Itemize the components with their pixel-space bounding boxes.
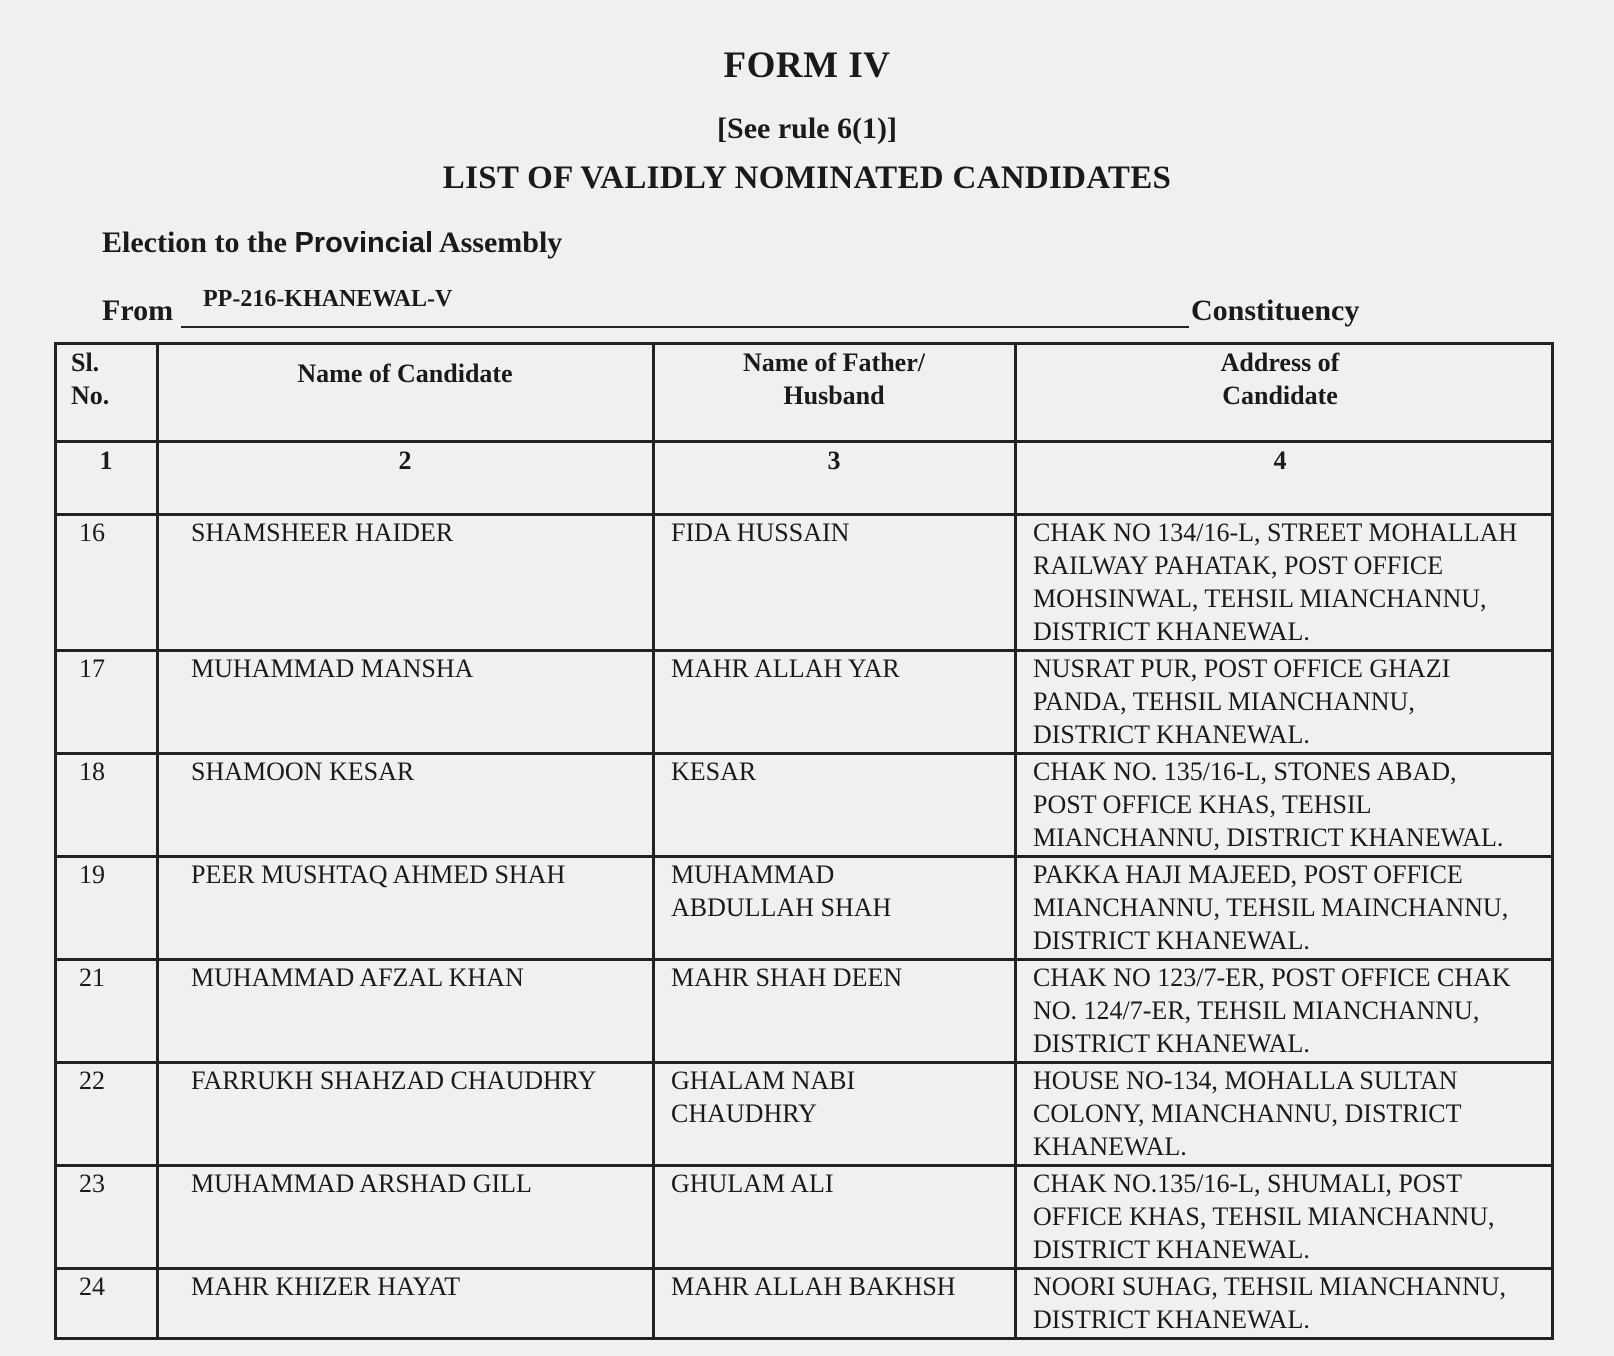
list-title: LIST OF VALIDLY NOMINATED CANDIDATES [442,160,1172,196]
constituency-label: Constituency [1191,294,1360,327]
father-husband-name [654,651,1016,754]
candidate-address [1016,1063,1553,1166]
election-prefix: Election to the [102,226,287,259]
form-title: FORM IV [723,45,891,86]
address-line: MIANCHANNU, TEHSIL MAINCHANNU, [1033,893,1509,922]
address-line: POST OFFICE KHAS, TEHSIL [1033,790,1372,819]
address-line: MOHSINWAL, TEHSIL MIANCHANNU, [1033,584,1487,613]
father-line: MAHR ALLAH BAKHSH [671,1272,956,1301]
table-row [56,754,1553,857]
father-husband-name [654,754,1016,857]
serial-number: 16 [56,515,158,651]
address-line: PAKKA HAJI MAJEED, POST OFFICE [1033,860,1463,889]
address-line: MIANCHANNU, DISTRICT KHANEWAL. [1033,823,1504,852]
candidate-name: PEER MUSHTAQ AHMED SHAH [158,857,654,960]
serial-number: 22 [56,1063,158,1166]
header-father-husband [654,344,1016,442]
address-line: PANDA, TEHSIL MIANCHANNU, [1033,687,1415,716]
candidate-name: MUHAMMAD AFZAL KHAN [158,960,654,1063]
candidate-name: SHAMSHEER HAIDER [158,515,654,651]
column-number: 4 [1016,442,1553,515]
candidates-table [54,342,1554,1340]
address-line: DISTRICT KHANEWAL. [1033,1235,1310,1264]
header-address-line2: Candidate [1222,381,1338,410]
address-line: CHAK NO 134/16-L, STREET MOHALLAH [1033,518,1518,547]
father-husband-name [654,1063,1016,1166]
header-candidate-name: Name of Candidate [158,344,654,442]
address-line: NO. 124/7-ER, TEHSIL MIANCHANNU, [1033,996,1480,1025]
candidate-address [1016,960,1553,1063]
serial-number: 24 [56,1269,158,1339]
constituency-field [181,286,1189,328]
serial-number: 21 [56,960,158,1063]
address-line: DISTRICT KHANEWAL. [1033,1305,1310,1334]
table-row [56,1063,1553,1166]
father-line: GHULAM ALI [671,1169,834,1198]
father-line: GHALAM NABI [671,1066,856,1095]
father-line: CHAUDHRY [671,1099,817,1128]
from-label: From [102,294,174,327]
serial-number: 23 [56,1166,158,1269]
address-line: COLONY, MIANCHANNU, DISTRICT [1033,1099,1462,1128]
table-row [56,960,1553,1063]
rule-reference: [See rule 6(1)] [717,112,897,145]
candidate-address [1016,754,1553,857]
candidate-address [1016,1166,1553,1269]
address-line: DISTRICT KHANEWAL. [1033,1029,1310,1058]
header-address-line1: Address of [1220,348,1340,377]
address-line: DISTRICT KHANEWAL. [1033,720,1310,749]
serial-number: 18 [56,754,158,857]
address-line: OFFICE KHAS, TEHSIL MIANCHANNU, [1033,1202,1495,1231]
address-line: DISTRICT KHANEWAL. [1033,617,1310,646]
father-line: MAHR SHAH DEEN [671,963,903,992]
address-line: NUSRAT PUR, POST OFFICE GHAZI [1033,654,1451,683]
candidate-address [1016,857,1553,960]
candidate-name: MUHAMMAD MANSHA [158,651,654,754]
header-father-line2: Husband [783,381,885,410]
header-address [1016,344,1553,442]
father-husband-name [654,857,1016,960]
candidate-name: MAHR KHIZER HAYAT [158,1269,654,1339]
table-row [56,651,1553,754]
address-line: CHAK NO.135/16-L, SHUMALI, POST [1033,1169,1463,1198]
constituency-value: PP-216-KHANEWAL-V [203,286,453,312]
election-body: Provincial [294,227,434,259]
table-row [56,1166,1553,1269]
header-sl-no [56,344,158,442]
father-husband-name [654,1269,1016,1339]
header-sl-line1: Sl. [71,348,100,377]
address-line: DISTRICT KHANEWAL. [1033,926,1310,955]
father-line: KESAR [671,757,757,786]
father-line: ABDULLAH SHAH [671,893,892,922]
table-row [56,857,1553,960]
father-husband-name [654,960,1016,1063]
father-line: FIDA HUSSAIN [671,518,850,547]
column-number: 1 [56,442,158,515]
father-line: MAHR ALLAH YAR [671,654,900,683]
serial-number: 19 [56,857,158,960]
constituency-line [102,286,1392,334]
election-suffix: Assembly [438,226,563,259]
candidate-address [1016,515,1553,651]
candidate-name: FARRUKH SHAHZAD CHAUDHRY [158,1063,654,1166]
address-line: NOORI SUHAG, TEHSIL MIANCHANNU, [1033,1272,1507,1301]
column-number-row [56,442,1553,515]
candidate-address [1016,651,1553,754]
candidate-name: MUHAMMAD ARSHAD GILL [158,1166,654,1269]
address-line: CHAK NO 123/7-ER, POST OFFICE CHAK [1033,963,1511,992]
table-row [56,515,1553,651]
table-row [56,1269,1553,1339]
header-father-line1: Name of Father/ [743,348,925,377]
candidate-name: SHAMOON KESAR [158,754,654,857]
address-line: HOUSE NO-134, MOHALLA SULTAN [1033,1066,1458,1095]
address-line: CHAK NO. 135/16-L, STONES ABAD, [1033,757,1457,786]
address-line: RAILWAY PAHATAK, POST OFFICE [1033,551,1444,580]
father-line: MUHAMMAD [671,860,835,889]
election-line [102,226,562,260]
header-sl-line2: No. [71,381,110,410]
father-husband-name [654,1166,1016,1269]
candidate-address [1016,1269,1553,1339]
father-husband-name [654,515,1016,651]
column-number: 3 [654,442,1016,515]
column-number: 2 [158,442,654,515]
table-header-row [56,344,1553,442]
serial-number: 17 [56,651,158,754]
address-line: KHANEWAL. [1033,1132,1187,1161]
